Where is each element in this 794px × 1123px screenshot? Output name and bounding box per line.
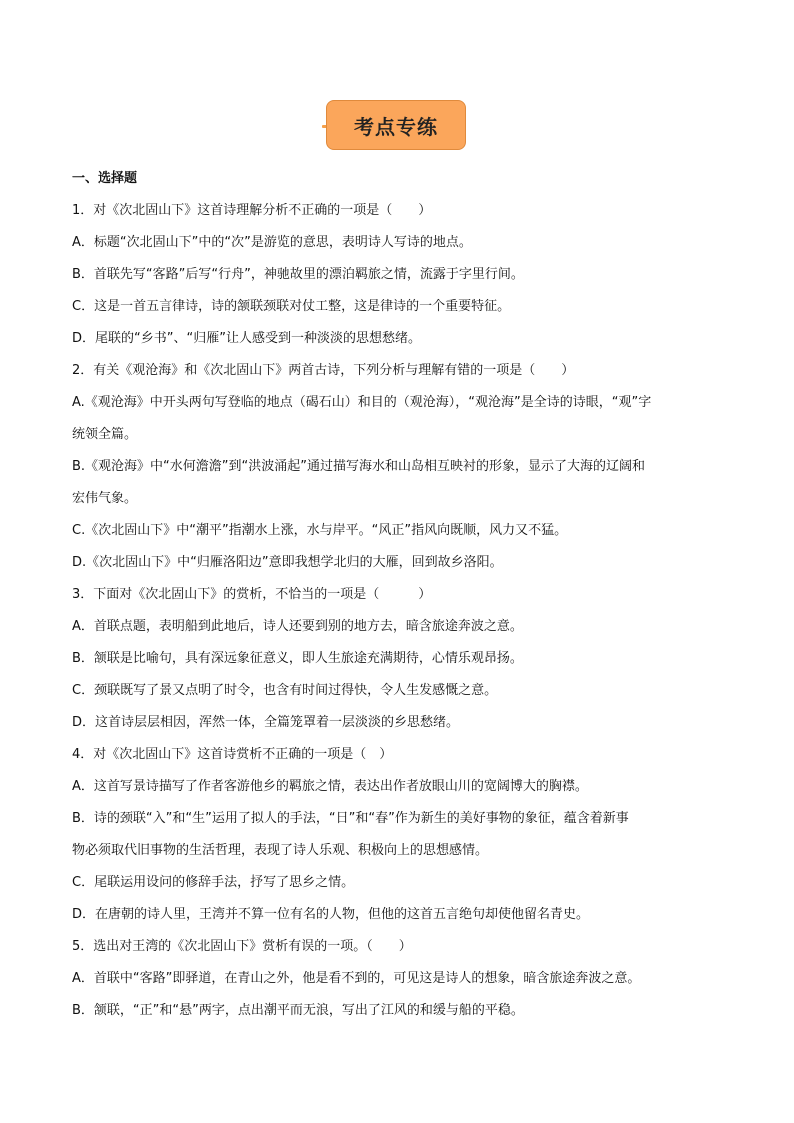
- question-stem: 4．对《次北固山下》这首诗赏析不正确的一项是（ ）: [72, 747, 393, 762]
- question-option: C．这是一首五言律诗，诗的颔联颈联对仗工整，这是律诗的一个重要特征。: [72, 299, 511, 314]
- question-option: A．首联中“客路”即驿道，在青山之外，他是看不到的，可见这是诗人的想象，暗含旅途奔波之意。: [72, 971, 641, 986]
- question-stem: 5．选出对王湾的《次北固山下》赏析有误的一项。（ ）: [72, 939, 412, 954]
- question-option: A．首联点题，表明船到此地后，诗人还要到别的地方去，暗含旅途奔波之意。: [72, 619, 523, 634]
- question-option: D.《次北固山下》中“归雁洛阳边”意即我想学北归的大雁，回到故乡洛阳。: [72, 555, 503, 570]
- question-stem: 2．有关《观沧海》和《次北固山下》两首古诗，下列分析与理解有错的一项是（ ）: [72, 363, 575, 378]
- question-option: D．尾联的“乡书”、“归雁”让人感受到一种淡淡的思想愁绪。: [72, 331, 421, 346]
- question-option: A.《观沧海》中开头两句写登临的地点（碣石山）和目的（观沧海），“观沧海”是全诗的诗眼，“观”字: [72, 395, 652, 410]
- question-option: D．这首诗层层相因，浑然一体，全篇笼罩着一层淡淡的乡思愁绪。: [72, 715, 460, 730]
- question-option: 统领全篇。: [72, 427, 138, 442]
- question-stem: 1．对《次北固山下》这首诗理解分析不正确的一项是（ ）: [72, 203, 432, 218]
- question-option: D．在唐朝的诗人里，王湾并不算一位有名的人物，但他的这首五言绝句却使他留名青史。: [72, 907, 590, 922]
- question-option: C.《次北固山下》中“潮平”指潮水上涨，水与岸平。“风正”指风向既顺，风力又不猛。: [72, 523, 568, 538]
- question-stem: 3．下面对《次北固山下》的赏析，不恰当的一项是（ ）: [72, 587, 432, 602]
- question-option: A．这首写景诗描写了作者客游他乡的羁旅之情，表达出作者放眼山川的宽阔博大的胸襟。: [72, 779, 588, 794]
- question-option: C．尾联运用设问的修辞手法，抒写了思乡之情。: [72, 875, 355, 890]
- question-option: 物必须取代旧事物的生活哲理，表现了诗人乐观、积极向上的思想感情。: [72, 843, 489, 858]
- question-option: B．首联先写“客路”后写“行舟”，神驰故里的漂泊羁旅之情，流露于字里行间。: [72, 267, 524, 282]
- banner: [0, 100, 794, 152]
- question-option: A．标题“次北固山下”中的“次”是游览的意思，表明诗人写诗的地点。: [72, 235, 472, 250]
- question-option: B．颔联是比喻句，具有深远象征意义，即人生旅途充满期待，心情乐观昂扬。: [72, 651, 523, 666]
- section-title: 一、选择题: [72, 171, 138, 186]
- banner-title: 考点专练: [326, 100, 466, 150]
- question-option: 宏伟气象。: [72, 491, 138, 506]
- question-option: B．诗的颈联“入”和“生”运用了拟人的手法，“日”和“春”作为新生的美好事物的象征，蕴含着新事: [72, 811, 629, 826]
- question-option: C．颈联既写了景又点明了时令，也含有时间过得快，令人生发感慨之意。: [72, 683, 498, 698]
- question-option: B．颔联，“正”和“悬”两字，点出潮平而无浪，写出了江风的和缓与船的平稳。: [72, 1003, 524, 1018]
- question-option: B.《观沧海》中“水何澹澹”到“洪波涌起”通过描写海水和山岛相互映衬的形象，显示了大海的辽阔和: [72, 459, 645, 474]
- question-list: [72, 163, 732, 1027]
